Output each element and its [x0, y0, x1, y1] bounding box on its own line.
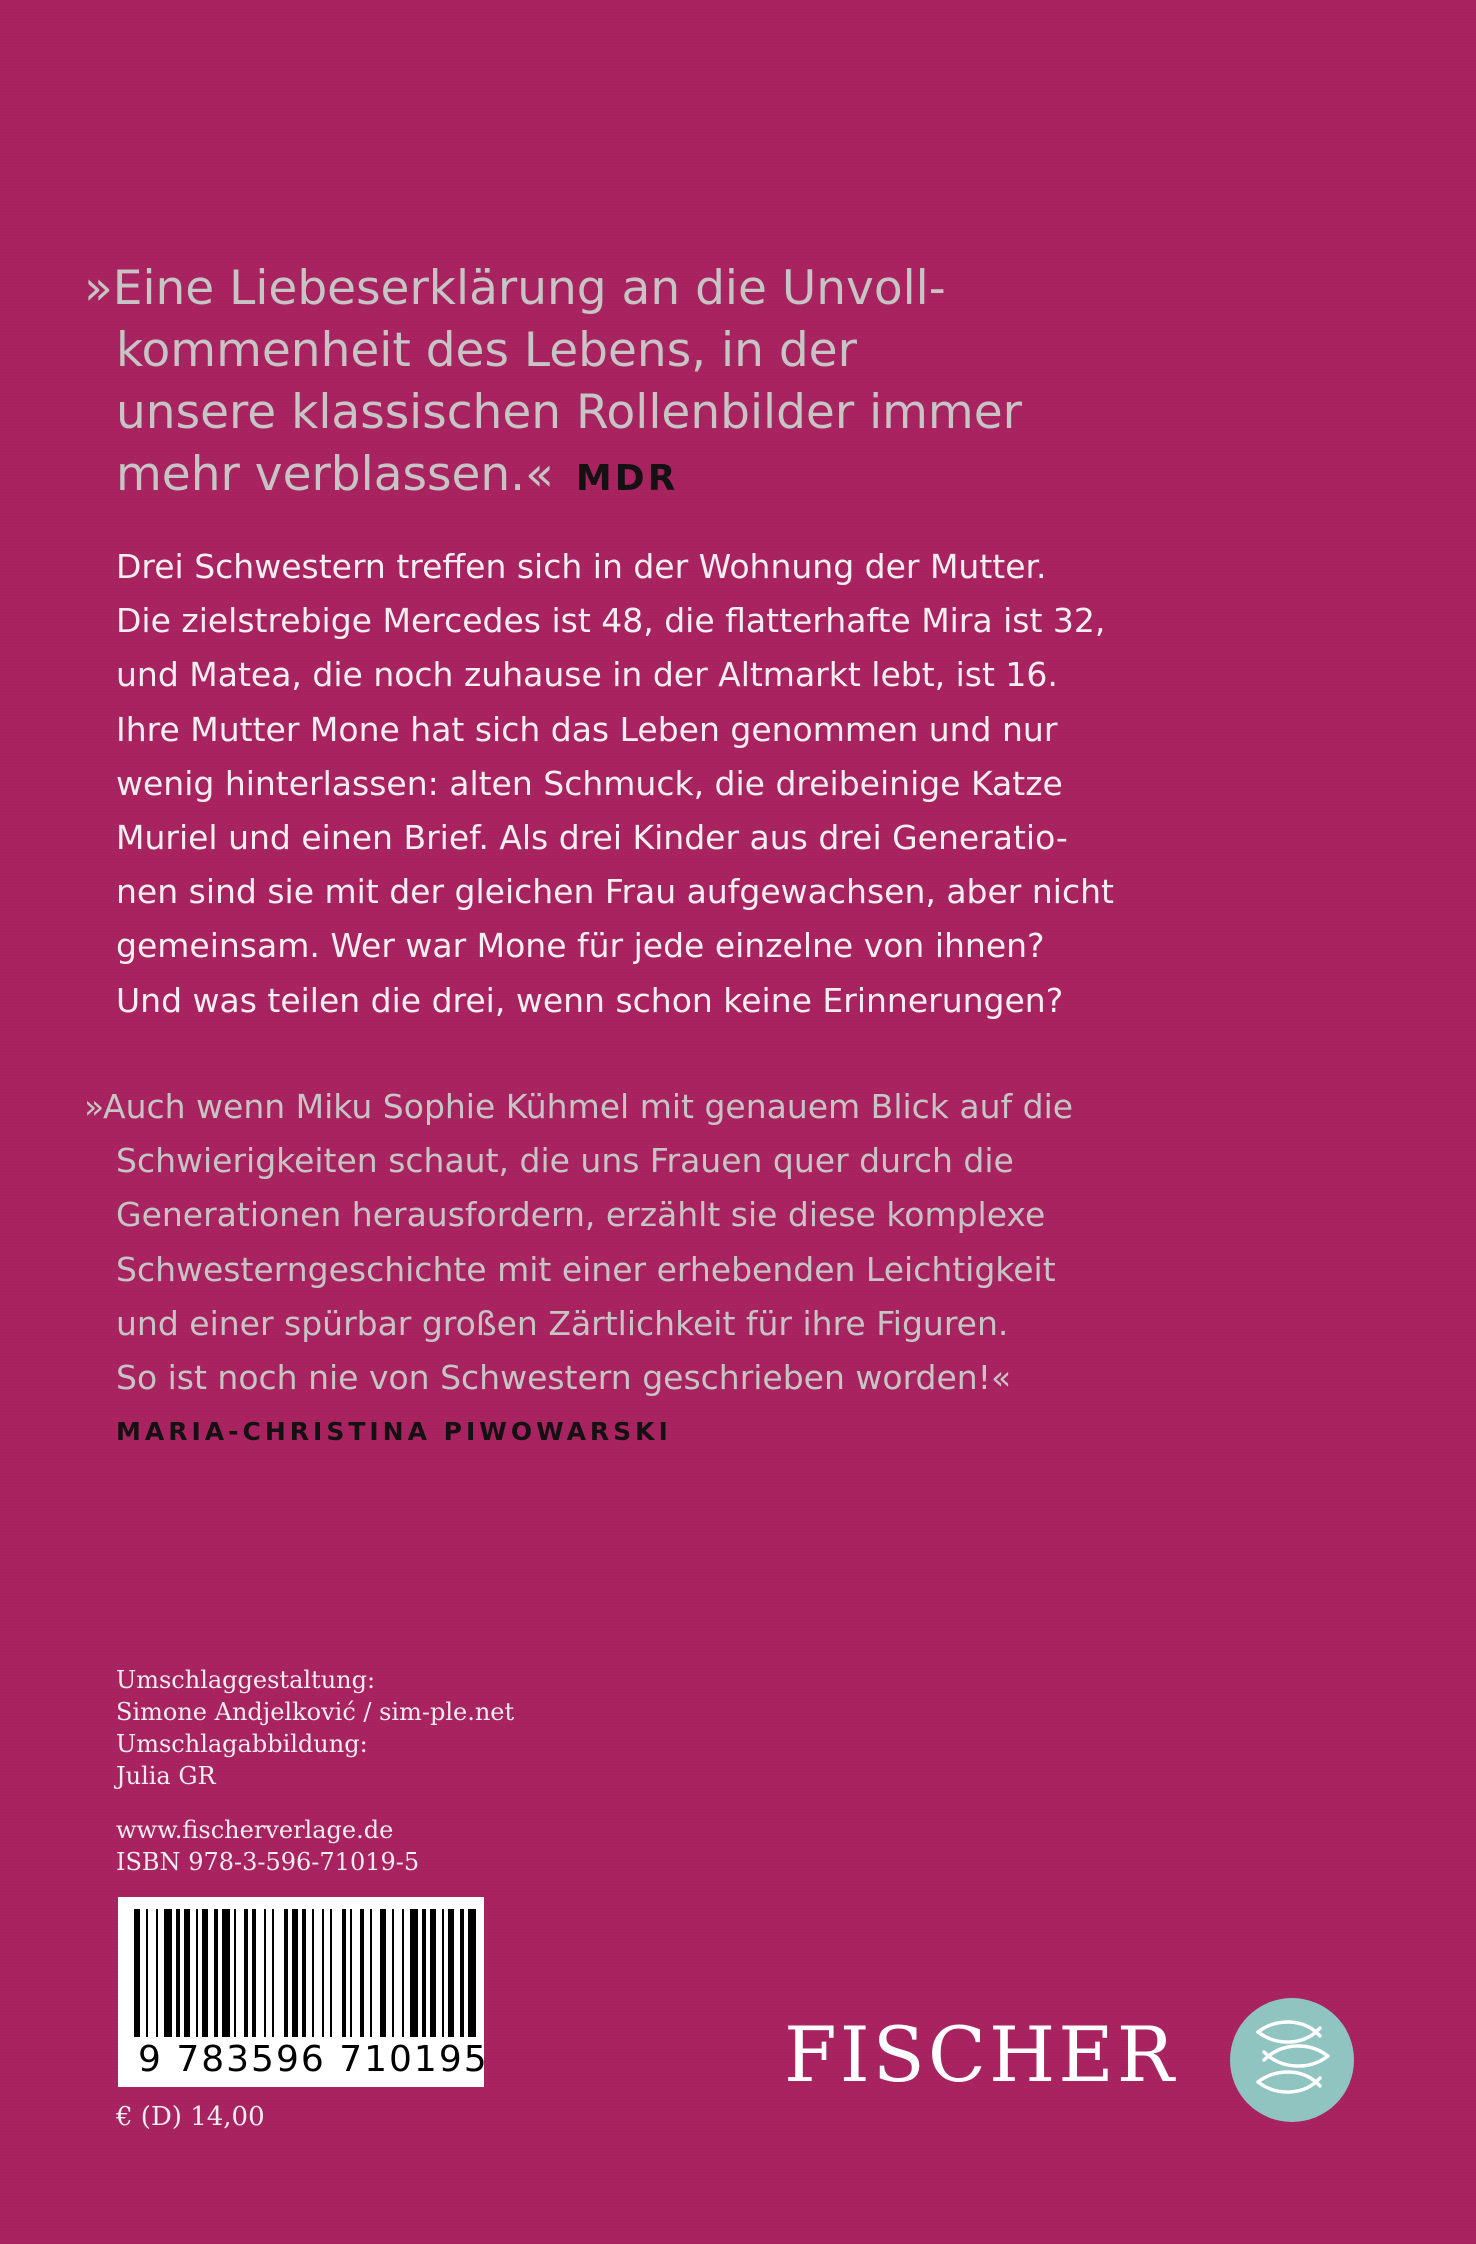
barcode-bar: [222, 1909, 230, 2037]
blurb-line-2: Die zielstrebige Mercedes ist 48, die flatterhafte Mira ist 32,: [116, 601, 1106, 641]
barcode-bar: [244, 1909, 248, 2037]
barcode-bar: [214, 1909, 218, 2037]
barcode-bar: [196, 1909, 198, 2037]
quote1-line-4-text: mehr verblassen.«: [116, 447, 554, 502]
quote1-source: MDR: [575, 458, 679, 499]
barcode-bar: [312, 1909, 314, 2037]
barcode-bar: [284, 1909, 288, 2037]
barcode-bar: [350, 1909, 352, 2037]
barcode-bar: [302, 1909, 306, 2037]
barcode-bars: [118, 1897, 484, 2047]
barcode-bar: [468, 1909, 476, 2037]
quote2-line-5: und einer spürbar großen Zärtlichkeit für ihre Figuren.: [116, 1303, 1009, 1343]
barcode-bar: [330, 1909, 332, 2037]
barcode-bar: [448, 1909, 454, 2037]
barcode: [118, 1897, 489, 2087]
barcode-bar: [164, 1909, 172, 2037]
quote2-line-2: Schwierigkeiten schaut, die uns Frauen quer durch die: [116, 1141, 1014, 1181]
blurb-line-4: Ihre Mutter Mone hat sich das Leben genommen und nur: [116, 709, 1058, 749]
credits-line-4: Julia GR: [116, 1762, 216, 1790]
barcode-bar: [322, 1909, 324, 2037]
barcode-digits: 9 783596 710195: [138, 2039, 489, 2080]
barcode-bar: [342, 1909, 346, 2037]
barcode-bar: [430, 1909, 436, 2037]
blurb-line-5: wenig hinterlassen: alten Schmuck, die dreibeinige Katze: [116, 763, 1063, 803]
blurb-text: [116, 540, 1236, 1028]
barcode-bar: [370, 1909, 372, 2037]
quote2-source: MARIA-CHRISTINA PIWOWARSKI: [116, 1417, 672, 1447]
barcode-bar: [272, 1909, 274, 2037]
barcode-bar: [252, 1909, 256, 2037]
quote2-line-6: So ist noch nie von Schwestern geschrieben worden!«: [116, 1358, 1012, 1398]
quote2-line-3: Generationen herausfordern, erzählt sie diese komplexe: [116, 1195, 1046, 1235]
barcode-bar: [134, 1909, 140, 2037]
fish-logo-icon: [1228, 1996, 1356, 2124]
blurb-line-1: Drei Schwestern treffen sich in der Wohnung der Mutter.: [116, 547, 1047, 586]
blurb-line-7: nen sind sie mit der gleichen Frau aufgewachsen, aber nicht: [116, 872, 1114, 912]
quote2-line-1: »Auch wenn Miku Sophie Kühmel mit genauem Blick auf die: [84, 1087, 1074, 1126]
isbn: ISBN 978-3-596-71019-5: [116, 1848, 420, 1876]
price: € (D) 14,00: [116, 2102, 265, 2132]
quote1-line-2: kommenheit des Lebens, in der: [116, 323, 857, 378]
barcode-bar: [410, 1909, 418, 2037]
bottom-quote: [84, 1080, 1204, 1459]
quote1-line-1: »Eine Liebeserklärung an die Unvoll-: [84, 261, 946, 316]
credits-line-2: Simone Andjelković / sim-ple.net: [116, 1698, 515, 1726]
publisher-name: FISCHER: [784, 2010, 1177, 2099]
top-quote: [84, 258, 1184, 510]
barcode-bar: [360, 1909, 364, 2037]
barcode-bar: [202, 1909, 208, 2037]
barcode-bar: [234, 1909, 236, 2037]
barcode-bar: [402, 1909, 404, 2037]
barcode-bar: [264, 1909, 266, 2037]
blurb-line-9: Und was teilen die drei, wenn schon keine Erinnerungen?: [116, 980, 1064, 1020]
credits-line-3: Umschlagabbildung:: [116, 1730, 368, 1758]
barcode-bar: [176, 1909, 180, 2037]
logo-circle: [1230, 1998, 1354, 2122]
barcode-bar: [392, 1909, 394, 2037]
publisher-info: [116, 1814, 616, 1878]
quote1-line-4: [84, 444, 1184, 510]
barcode-bar: [156, 1909, 158, 2037]
cover-credits: [116, 1664, 616, 1792]
quote1-line-3: unsere klassischen Rollenbilder immer: [116, 385, 1022, 440]
quote2-line-4: Schwesterngeschichte mit einer erhebenden Leichtigkeit: [116, 1249, 1056, 1289]
blurb-line-6: Muriel und einen Brief. Als drei Kinder aus drei Generatio-: [116, 818, 1068, 858]
blurb-line-3: und Matea, die noch zuhause in der Altmarkt lebt, ist 16.: [116, 655, 1058, 695]
barcode-bar: [380, 1909, 386, 2037]
publisher-url: www.fischerverlage.de: [116, 1816, 394, 1844]
barcode-bar: [146, 1909, 148, 2037]
fish-logo-svg: [1228, 1996, 1356, 2124]
barcode-bar: [422, 1909, 426, 2037]
barcode-bar: [184, 1909, 190, 2037]
blurb-line-8: gemeinsam. Wer war Mone für jede einzelne von ihnen?: [116, 926, 1045, 966]
barcode-bar: [460, 1909, 464, 2037]
barcode-bar: [292, 1909, 298, 2037]
barcode-bar: [442, 1909, 444, 2037]
credits-line-1: Umschlaggestaltung:: [116, 1666, 376, 1694]
